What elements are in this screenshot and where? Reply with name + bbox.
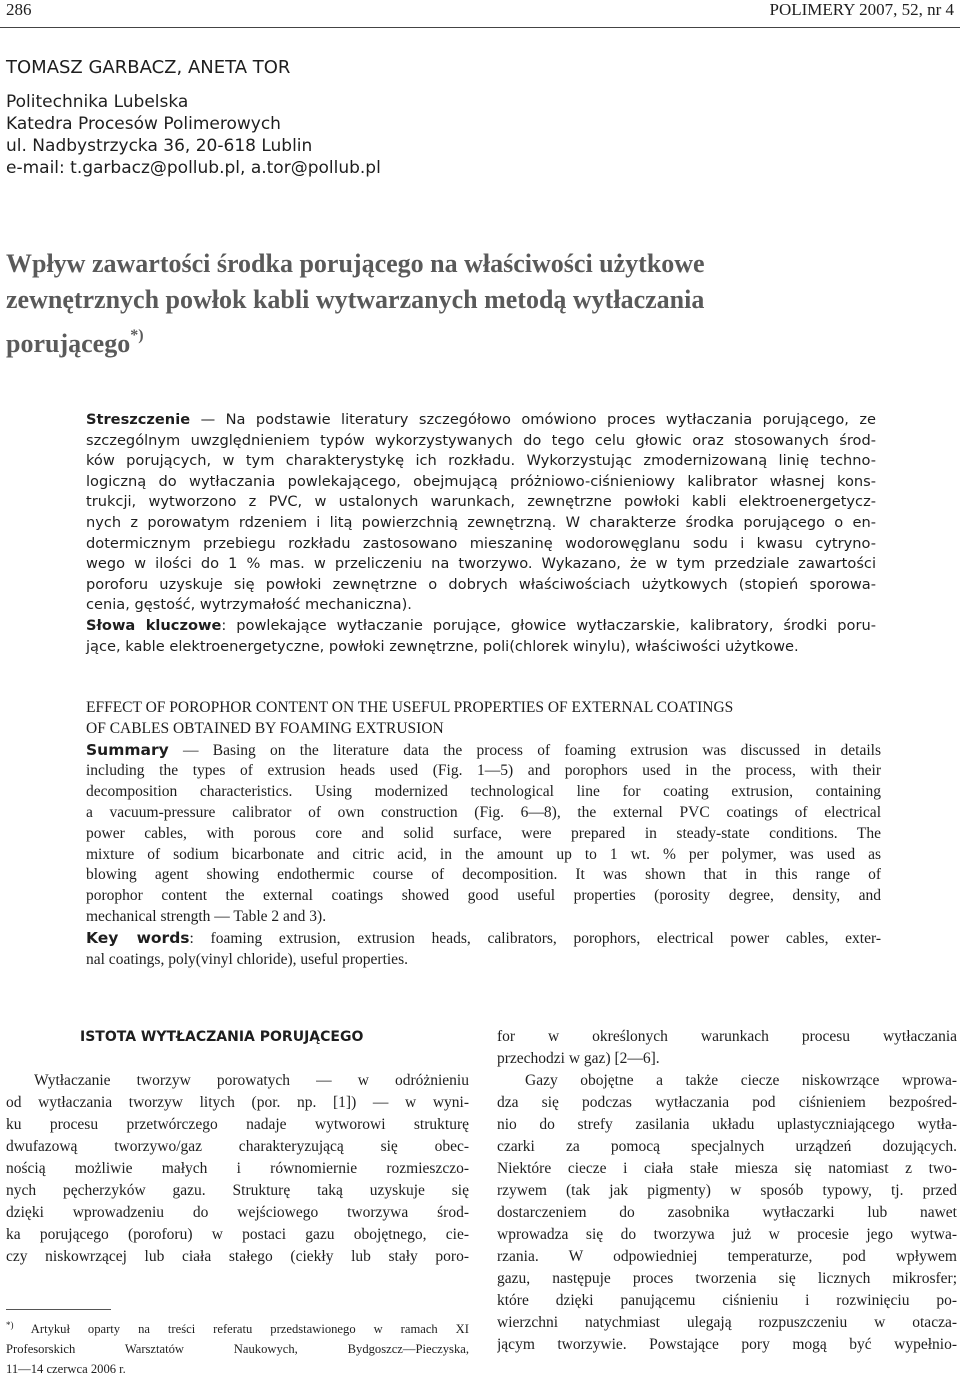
summary-line: decomposition characteristics. Using modernized technological line for coating extrusion, containing xyxy=(86,783,881,801)
body-line: Gazy obojętne a także ciecze niskowrzące wprowa- xyxy=(525,1072,957,1089)
affiliation xyxy=(6,91,381,179)
abstract-line: ków porujących, w tym charakterystykę ich rozkładu. Wykorzystując zmodernizowaną linię techno- xyxy=(86,452,876,470)
body-line: nych pęcherzyków gazu. Strukturę taką uzyskuje się xyxy=(6,1182,469,1199)
summary-line: — Basing on the literature data the process of foaming extrusion was discussed in details xyxy=(182,741,881,759)
title-line: zewnętrznych powłok kabli wytwarzanych metodą wytłaczania xyxy=(6,285,705,314)
body-line: czarki za pomocą specjalnych urządzeń dozujących. xyxy=(497,1138,957,1155)
body-line: dzięki wprowadzeniu do wejściowego tworzywa środ- xyxy=(6,1204,469,1221)
summary-line: porophor content the external coatings showed good useful properties (porosity degree, density, and xyxy=(86,887,881,905)
abstract-line: cenia, gęstość, wytrzymałość mechaniczna). xyxy=(86,596,412,614)
abstract-en xyxy=(86,698,881,970)
running-header xyxy=(6,0,954,24)
footnote-line: 11—14 czerwca 2006 r. xyxy=(6,1362,126,1377)
header-rule xyxy=(0,27,960,28)
body-column-right xyxy=(497,1026,957,1356)
body-line: nością możliwie małych i równomiernie rozmieszczo- xyxy=(6,1160,469,1177)
abstract-line: — Na podstawie literatury szczegółowo omówiono proces wytłaczania porującego, ze xyxy=(200,411,876,428)
body-line: ku procesu przetwórczego nadaje wytworowi strukturę xyxy=(6,1116,469,1133)
english-title-line: EFFECT OF POROPHOR CONTENT ON THE USEFUL PROPERTIES OF EXTERNAL COATINGS xyxy=(86,699,734,716)
body-line: czy niskowrzącej lub ciała stałego (ciekły lub stały poro- xyxy=(6,1248,469,1265)
body-line: które dzięki panującemu ciśnieniu i rozwinięciu po- xyxy=(497,1292,957,1309)
affiliation-line: Politechnika Lubelska xyxy=(6,92,189,112)
email-line: e-mail: t.garbacz@pollub.pl, a.tor@pollub.pl xyxy=(6,158,381,178)
keywords-line: nal coatings, poly(vinyl chloride), useful properties. xyxy=(86,950,408,968)
body-line: wprowadza się do tworzywa już w procesie jego wytwa- xyxy=(497,1226,957,1243)
title-line: Wpływ zawartości środka porującego na właściwości użytkowe xyxy=(6,249,705,278)
abstract-line: nych z porowatym rdzeniem i litą powierzchnią zewnętrzną. W charakterze środka porującego o en- xyxy=(86,513,876,531)
footnote-line: Profesorskich Warsztatów Naukowych, Bydgoszcz—Pieczyska, xyxy=(6,1342,469,1357)
journal-citation: POLIMERY 2007, 52, nr 4 xyxy=(769,0,954,19)
body-line: nio do strefy zasilania układu uplastyczniającego wytła- xyxy=(497,1116,957,1133)
summary-line: mechanical strength — Table 2 and 3). xyxy=(86,907,327,925)
footnote-mark: *) xyxy=(6,1320,14,1330)
keywords-label: Słowa kluczowe xyxy=(86,616,222,634)
body-line: Niektóre ciecze i ciała stałe miesza się natomiast z two- xyxy=(497,1160,957,1177)
keywords-line: jące, kable elektroenergetyczne, powłoki zewnętrzne, poli(chlorek winylu), właściwości użytkowe. xyxy=(86,637,799,655)
title-line: porującego xyxy=(6,329,131,358)
summary-line: power cables, with porous core and solid surface, were prepared in steady-state conditions. The xyxy=(86,824,881,842)
authors: TOMASZ GARBACZ, ANETA TOR xyxy=(6,57,291,78)
footnote-rule xyxy=(6,1309,111,1310)
body-line: od wytłaczania tworzyw litych (por. np. [1]) — w wyni- xyxy=(6,1094,469,1111)
body-line: ka porującego (poroforu) w postaci gazu obojętnego, cie- xyxy=(6,1226,469,1243)
keywords-label: Key words xyxy=(86,928,190,947)
body-line: dostarczeniem do zasobnika wytłaczarki lub nawet xyxy=(497,1204,957,1221)
body-line: wierzchni natychmiast ulegają rozpuszczeniu w otacza- xyxy=(497,1314,957,1331)
keywords-line: : foaming extrusion, extrusion heads, calibrators, porophors, electrical power cables, exter- xyxy=(189,929,881,947)
body-line: gazu, następuje proces tworzenia się licznych mikrosfer; xyxy=(497,1270,957,1287)
title-footnote-mark: *) xyxy=(130,327,144,344)
footnote xyxy=(6,1315,469,1379)
abstract-label: Streszczenie xyxy=(86,411,191,428)
body-column-left xyxy=(6,1026,469,1268)
summary-line: mixture of sodium bicarbonate and citric acid, in the amount up to 1 wt. % per polymer, was used as xyxy=(86,845,881,863)
abstract-line: poroforu uzyskuje się powłoki zewnętrzne o dobrych właściwościach użytkowych (stopień sporowa- xyxy=(86,575,876,593)
summary-line: including the types of extrusion heads used (Fig. 1—5) and porophors used in the process, with their xyxy=(86,762,881,780)
footnote-line: Artykuł oparty na treści referatu przedstawionego w ramach XI xyxy=(30,1322,469,1337)
abstract-line: szczególnym uwzględnieniem typów wykorzystywanych do tego celu głowic oraz stosowanych środ- xyxy=(86,431,876,449)
abstract-line: logiczną do wytłaczania powlekającego, obejmującą próżniowo-ciśnieniowy kalibrator własnej kons- xyxy=(86,472,876,490)
summary-line: a vacuum-pressure calibrator of own construction (Fig. 6—8), the external PVC coatings of electrical xyxy=(86,803,881,821)
body-line: jącym tworzywie. Powstające pory mogą być wypełnio- xyxy=(497,1336,957,1353)
body-line: dza się podczas wytłaczania pod ciśnieniem bezpośred- xyxy=(497,1094,957,1111)
summary-label: Summary xyxy=(86,740,169,759)
body-line: przechodzi w gaz) [2—6]. xyxy=(497,1050,660,1067)
section-heading: ISTOTA WYTŁACZANIA PORUJĄCEGO xyxy=(80,1029,364,1045)
keywords-line: : powlekające wytłaczanie porujące, głowice wytłaczarskie, kalibratory, środki poru- xyxy=(221,616,876,634)
body-line: rzania. W odpowiedniej temperaturze, pod wpływem xyxy=(497,1248,957,1265)
body-line: for w określonych warunkach procesu wytłaczania xyxy=(497,1028,957,1045)
abstract-line: wego w ilości do 1 % mas. w przeliczeniu na tworzywo. Wykazano, że w tym przedziale zawartości xyxy=(86,555,876,573)
english-title-line: OF CABLES OBTAINED BY FOAMING EXTRUSION xyxy=(86,719,444,737)
affiliation-line: Katedra Procesów Polimerowych xyxy=(6,114,281,134)
abstract-line: trukcji, wytworzono z PVC, w ustalonych warunkach, zewnętrzne powłoki kabli elektroenergetycz- xyxy=(86,493,876,511)
abstract-line: dotermicznym przebiegu rozkładu zastosowano mieszaninę wodorowęglanu sodu i kwasu cytryno- xyxy=(86,534,876,552)
body-line: Wytłaczanie tworzyw porowatych — w odróżnieniu xyxy=(34,1072,469,1089)
affiliation-line: ul. Nadbystrzycka 36, 20-618 Lublin xyxy=(6,136,313,156)
body-line: rzywem (tak jak pigmenty) w sposób typowy, tj. przed xyxy=(497,1182,957,1199)
abstract-pl xyxy=(86,410,876,657)
body-line: dwufazową tworzywo/gaz charakteryzującą się obec- xyxy=(6,1138,469,1155)
page-number: 286 xyxy=(6,0,32,19)
summary-line: blowing agent showing endothermic course of decomposition. It was shown that in this range of xyxy=(86,866,881,884)
article-title xyxy=(6,246,705,362)
